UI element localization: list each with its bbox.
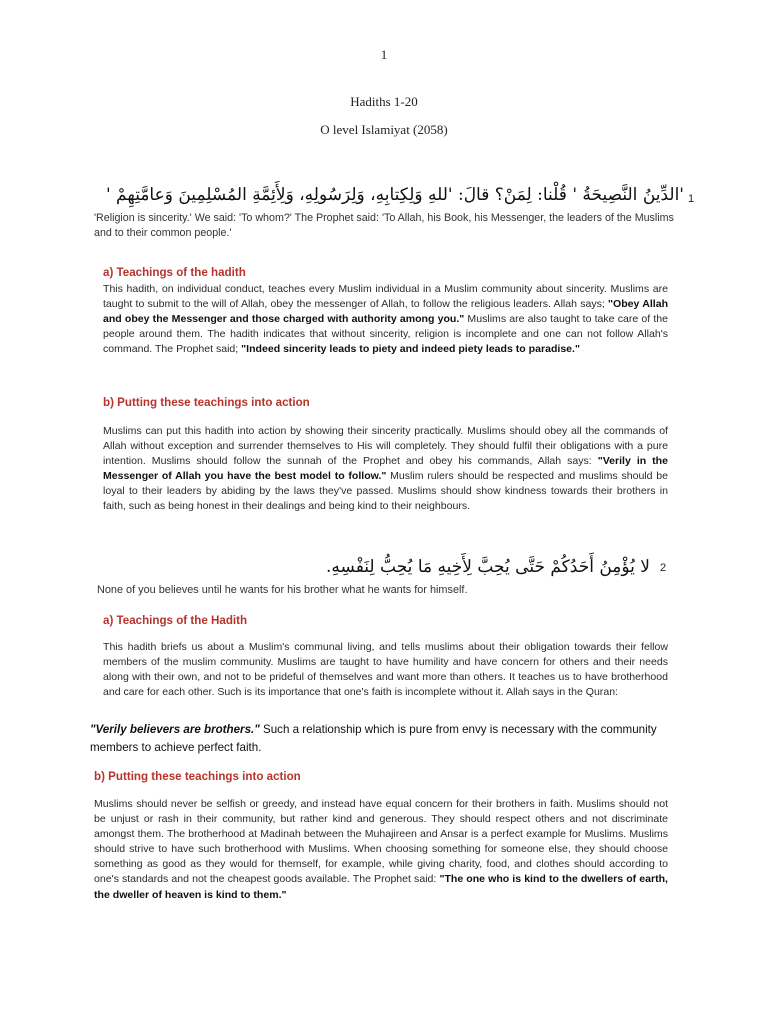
hadith-2-translation: None of you believes until he wants for his brother what he wants for himself. (97, 584, 468, 596)
hadith-1-teachings-heading: a) Teachings of the hadith (103, 266, 246, 279)
hadith-2-note-paragraph (90, 721, 690, 757)
hadith-1-number: 1 (688, 193, 695, 205)
hadith-2-action-paragraph (94, 797, 668, 903)
hadith-2-arabic: لا يُؤْمِنُ أَحَدُكُمْ حَتَّى يُحِبَّ لِأَخِيهِ مَا يُحِبُّ لِنَفْسِهِ. (326, 557, 650, 577)
hadith-2-action-heading: b) Putting these teachings into action (94, 770, 301, 783)
hadith-1-arabic: 'الدِّينُ النَّصِيحَةُ ' قُلْنا: لِمَنْ؟ قالَ: 'للهِ وَلِكِتابِهِ، وَلِرَسُولِهِ، وَلِأَئِمَّةِ المُسْلِمِينَ وَعامَّتِهِمْ ' (105, 185, 684, 205)
page-subtitle: O level Islamiyat (2058) (320, 122, 448, 137)
body-text: Muslims should never be selfish or greedy, and instead have equal concern for their brothers in faith. Muslims should not be unjust or rash in their community, but rather kind and generous. They should respect others and not discriminate amongst them. The brotherhood at Madinah between the Muhajireen and Ansar is a perfect example for Muslims. Muslims should strive to have such brotherhood with Muslims. When choosing something for someone else, they should choose something as good as they would for themself, for example, while giving charity, food, and clothes should according to one's standards and not the cheapest goods available. The Prophet said: (94, 798, 668, 886)
body-text: Muslims can put this hadith into action by showing their sincerity practically. Muslims should obey all the commands of Allah without exception and surrender themselves to His will completely. They should fulfil their obligations with a pure intention. Muslims should follow the sunnah of the Prophet and obey his commands, Allah says: (103, 425, 668, 468)
page-title: Hadiths 1-20 (350, 94, 418, 109)
hadith-2-teachings-heading: a) Teachings of the Hadith (103, 614, 248, 627)
quote-text: "Indeed sincerity leads to piety and indeed piety leads to paradise." (241, 343, 580, 356)
hadith-1-translation: 'Religion is sincerity.' We said: 'To whom?' The Prophet said: 'To Allah, his Book, his Messenger, the leaders of the Muslims and to their common people.' (94, 212, 674, 239)
body-text: Such a relationship which is pure from envy is necessary with the community members to achieve perfect faith. (90, 723, 657, 754)
body-text: This hadith briefs us about a Muslim's communal living, and tells muslims about their obligation towards their fellow members of the muslim community. Muslims are taught to have humility and have concern for others and their needs along with their own, and not to be prideful of themselves and want more than others. It teaches us to have brotherhood and care for each other. Such is its importance that one's faith is incomplete without it. Allah says in the Quran: (103, 641, 668, 699)
hadith-1-teachings-paragraph (103, 282, 668, 357)
body-text: Muslim rulers should be respected and muslims should be loyal to their leaders by abiding by the laws they've passed. Muslims should show kindness towards their brothers in faith, such as being honest in their dealings and being kind to their neighbours. (103, 470, 668, 513)
hadith-2-teachings-paragraph (103, 640, 668, 700)
quote-text: "Verily in the Messenger of Allah you have the best model to follow." (103, 455, 668, 483)
body-text: This hadith, on individual conduct, teaches every Muslim individual in a Muslim community about sincerity. Muslims are taught to submit to the will of Allah, obey the messenger of Allah, to follow the religious leaders. Allah says; (103, 283, 668, 311)
quote-text: "Obey Allah and obey the Messenger and those charged with authority among you." (103, 298, 669, 326)
hadith-2-number: 2 (660, 562, 667, 574)
quote-text: "Verily believers are brothers." (90, 723, 260, 736)
hadith-1-action-heading: b) Putting these teachings into action (103, 396, 310, 409)
body-text: Muslims are also taught to take care of the people around them. The hadith indicates that without sincerity, religion is incomplete and one can not follow Allah's command. The Prophet said; (103, 313, 668, 356)
page-number: 1 (380, 47, 388, 62)
hadith-1-action-paragraph (103, 424, 668, 515)
quote-text: "The one who is kind to the dwellers of earth, the dweller of heaven is kind to them." (94, 873, 668, 901)
